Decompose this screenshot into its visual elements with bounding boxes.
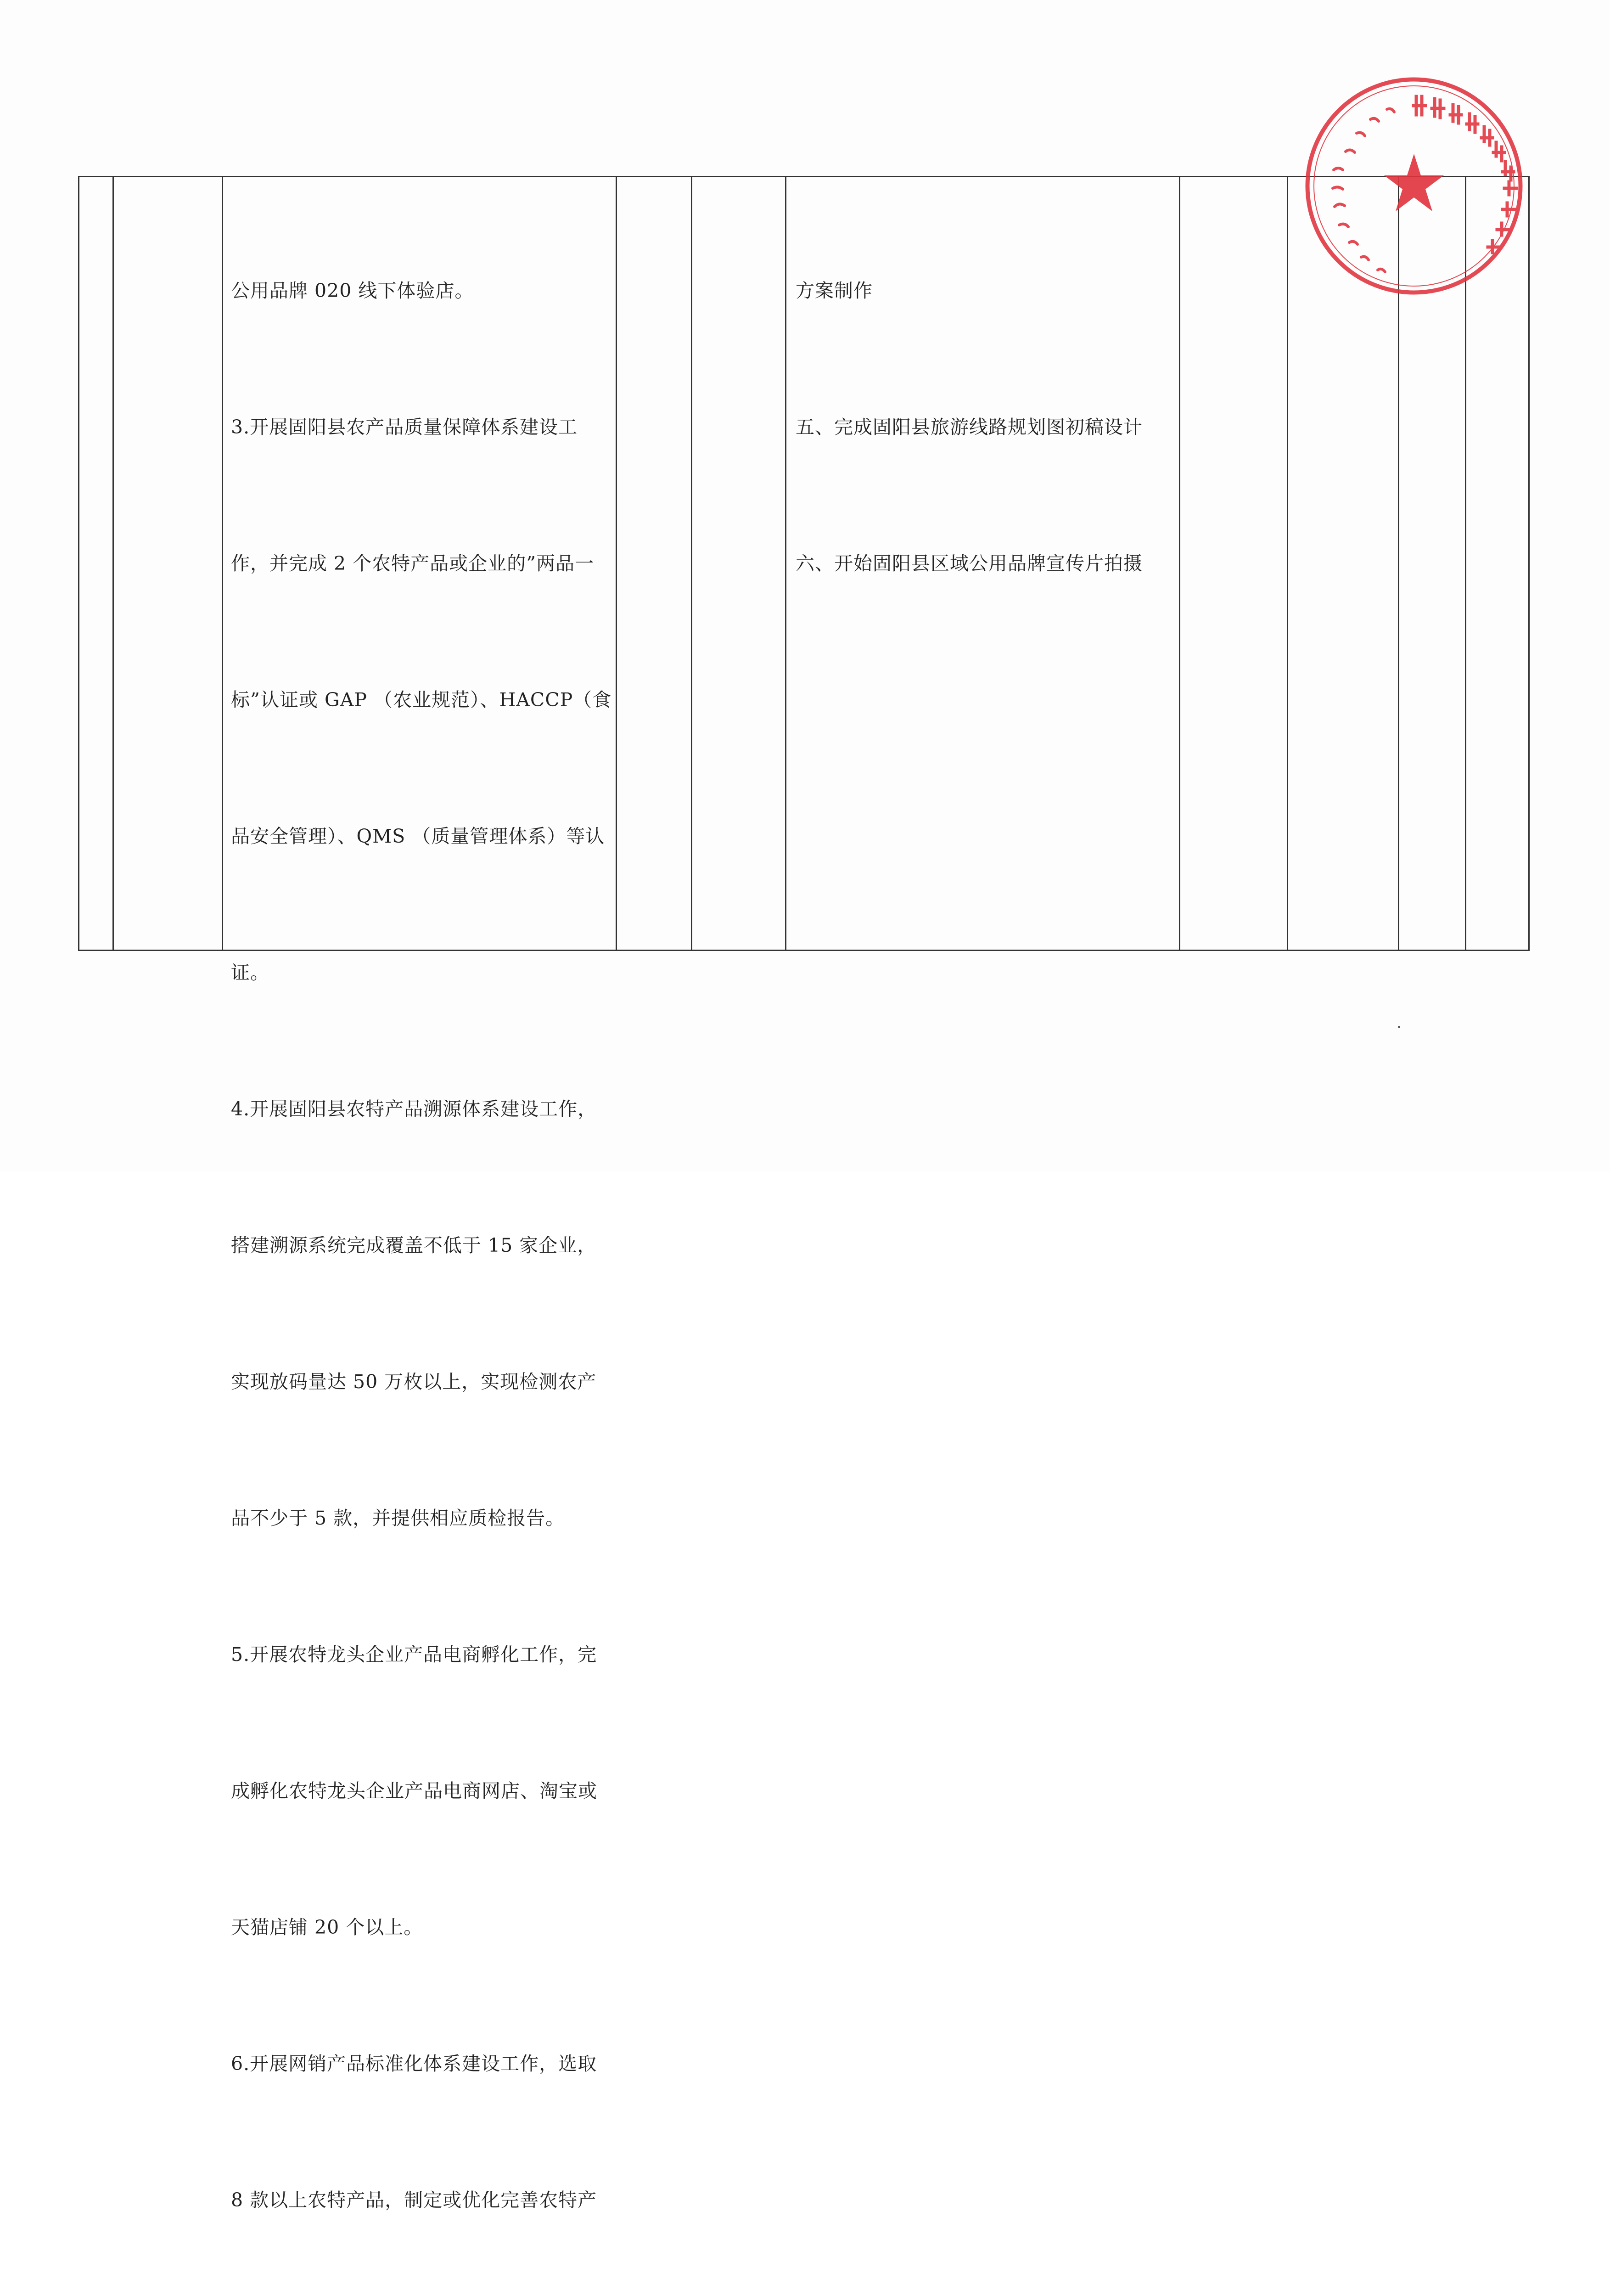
progress-line: 方案制作 [796,280,873,302]
table-column-divider [1287,177,1288,950]
progress-line: 五、完成固阳县旅游线路规划图初稿设计 [796,416,1143,438]
table-column-divider [222,177,223,950]
content-line: 6.开展网销产品标准化体系建设工作，选取 [231,2053,597,2075]
official-seal-icon [1301,73,1526,298]
content-line: 8 款以上农特产品，制定或优化完善农特产 [231,2189,597,2211]
content-line: 证。 [231,962,269,984]
progress-line: 六、开始固阳县区域公用品牌宣传片拍摄 [796,552,1143,574]
progress-cell [796,177,1177,677]
content-line: 成孵化农特龙头企业产品电商网店、淘宝或 [231,1780,597,1802]
content-line: 作，并完成 2 个农特产品或企业的”两品一 [231,552,595,574]
table-column-divider [1179,177,1180,950]
table-column-divider [616,177,617,950]
table-column-divider [691,177,692,950]
scan-speck [1398,1026,1400,1028]
content-line: 搭建溯源系统完成覆盖不低于 15 家企业， [231,1234,597,1256]
content-line: 天猫店铺 20 个以上。 [231,1916,423,1938]
content-line: 实现放码量达 50 万枚以上，实现检测农产 [231,1371,597,1393]
content-line: 4.开展固阳县农特产品溯源体系建设工作， [231,1098,597,1120]
content-line: 标”认证或 GAP （农业规范）、HACCP（食 [231,689,612,711]
content-line: 品安全管理）、QMS （质量管理体系）等认 [231,825,605,847]
content-line: 3.开展固阳县农产品质量保障体系建设工 [231,416,578,438]
content-line: 公用品牌 020 线下体验店。 [231,280,474,302]
content-line: 5.开展农特龙头企业产品电商孵化工作，完 [231,1643,597,1666]
content-line: 品不少于 5 款，并提供相应质检报告。 [231,1507,565,1529]
table-column-divider [785,177,786,950]
table-column-divider [112,177,114,950]
work-content-cell [231,177,612,2296]
